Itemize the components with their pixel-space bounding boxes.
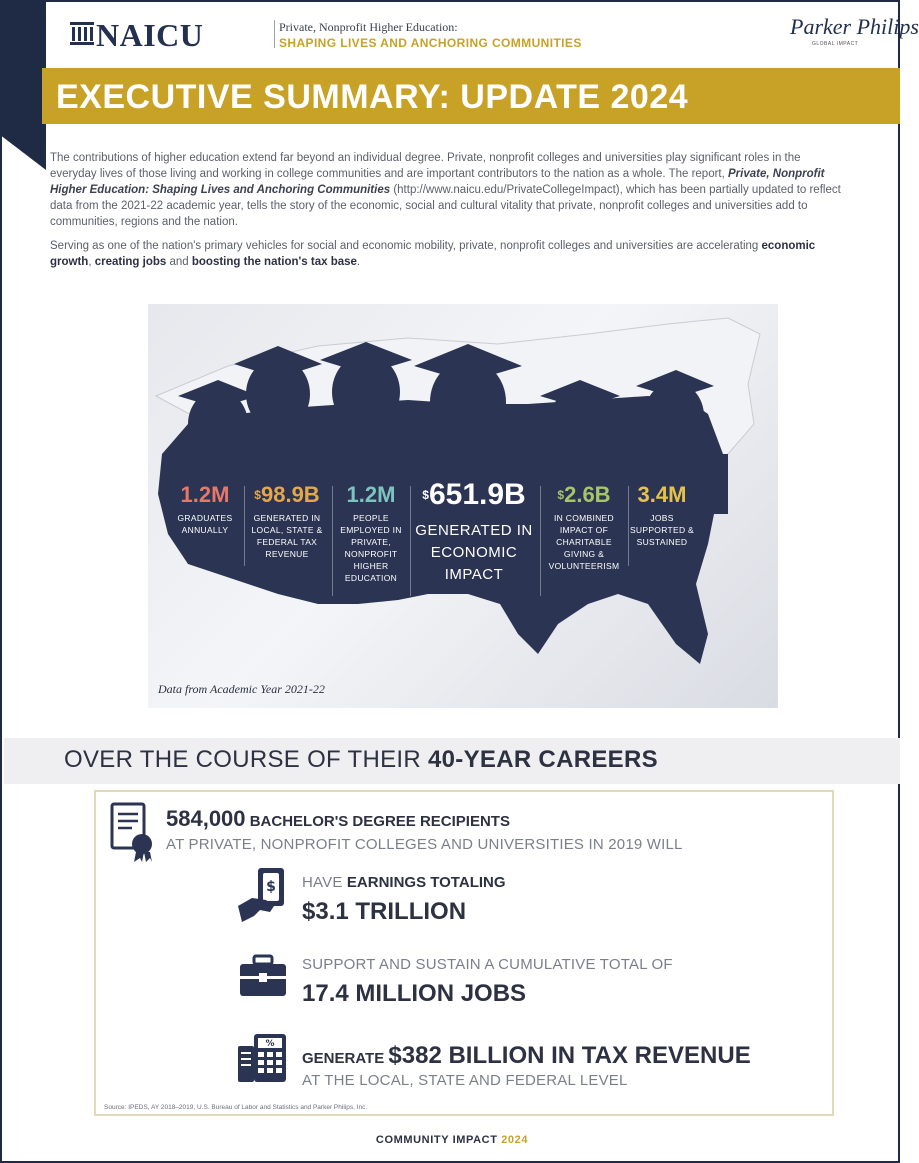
stat-tax-revenue-value [246, 482, 328, 508]
tax-value: $382 BILLION IN TAX REVENUE [388, 1042, 751, 1069]
earnings-line [302, 874, 506, 892]
partner-logo-text: Parker Philips [790, 14, 919, 39]
stat-graduates-number: 1.2M [180, 482, 230, 507]
stat-jobs-label: JOBS SUPPORTED & SUSTAINED [629, 513, 695, 547]
stat-employed-value [334, 482, 408, 508]
lead-subline: AT PRIVATE, NONPROFIT COLLEGES AND UNIVERSITIES IN 2019 WILL [166, 836, 683, 853]
stat-separator [540, 486, 541, 596]
stat-charitable [542, 482, 626, 572]
footer [2, 1134, 902, 1146]
stat-jobs-value [628, 482, 696, 508]
careers-heading-band [4, 738, 900, 784]
header [62, 14, 919, 56]
stat-economic-impact [410, 478, 538, 586]
intro-p2-bold-3: boosting the nation's tax base [191, 256, 357, 268]
report-title: Private, Nonprofit Higher Education: Shaping Lives and Anchoring Communities [50, 168, 825, 196]
partner-logo-subtext: GLOBAL IMPACT [812, 41, 859, 47]
money-hand-icon [236, 866, 292, 926]
stat-jobs [628, 482, 696, 548]
jobs-value: 17.4 MILLION JOBS [302, 980, 527, 1007]
briefcase-icon [238, 952, 288, 1000]
careers-box [94, 790, 834, 1116]
stat-economic-impact-number: 651.9B [428, 478, 526, 511]
footer-year: 2024 [501, 1134, 529, 1146]
stat-graduates-label: GRADUATES ANNUALLY [177, 513, 233, 535]
footer-label: COMMUNITY IMPACT [375, 1134, 498, 1146]
tagline-line-2: SHAPING LIVES AND ANCHORING COMMUNITIES [279, 36, 582, 50]
earnings-value: $3.1 TRILLION [302, 898, 467, 925]
naicu-emblem-icon [70, 20, 94, 46]
svg-text:$: $ [266, 879, 276, 895]
calculator-icon [236, 1032, 288, 1086]
intro-p2-bold-2: creating jobs [94, 256, 167, 268]
svg-text:%: % [265, 1039, 275, 1049]
intro-p2-text-a: Serving as one of the nation's primary vehicles for social and economic mobility, private, nonprofit colleges and universities are accelerating [50, 240, 762, 252]
stat-tax-revenue-number: 98.9B [260, 482, 320, 507]
stat-tax-revenue [246, 482, 328, 560]
page-title: EXECUTIVE SUMMARY: UPDATE 2024 [56, 78, 689, 116]
stat-economic-impact-prefix: $ [422, 488, 429, 502]
intro-paragraph-2 [50, 238, 850, 270]
intro-p2-end: . [356, 256, 361, 268]
navy-corner-band [2, 2, 46, 170]
us-map-infographic [148, 304, 778, 708]
intro-paragraph-1 [50, 150, 850, 230]
stat-tax-revenue-prefix: $ [254, 488, 261, 502]
stat-tax-revenue-label: GENERATED IN LOCAL, STATE & FEDERAL TAX REVENUE [251, 513, 323, 559]
org-logo-text: NAICU [96, 17, 204, 53]
careers-heading [64, 746, 658, 774]
tax-line [302, 1042, 751, 1070]
intro-p2-sep-2: and [166, 256, 192, 268]
earnings-light: HAVE [302, 874, 347, 891]
lead-number: 584,000 [166, 806, 246, 831]
stat-employed-label: PEOPLE EMPLOYED IN PRIVATE, NONPROFIT HIGHER EDUCATION [340, 513, 402, 583]
tax-subline: AT THE LOCAL, STATE AND FEDERAL LEVEL [302, 1072, 628, 1089]
tax-lead: GENERATE [302, 1050, 389, 1067]
tagline-divider [274, 20, 275, 48]
earnings-bold: EARNINGS TOTALING [346, 874, 506, 891]
tagline-line-1: Private, Nonprofit Higher Education: [279, 20, 458, 34]
intro-p2-bold-1: economic growth [50, 240, 816, 268]
intro-p1-text-b: (http://www.naicu.edu/PrivateCollegeImpact), which has been partially updated to reflect data from the 2021-22 academic year, tells the story of the economic, social and cultural vitality that private, nonprofit colleges and universities add to communities, regions and the nation. [50, 184, 841, 228]
lead-line [166, 806, 510, 832]
stat-graduates-value [170, 482, 240, 508]
stat-economic-impact-label: GENERATED IN ECONOMIC IMPACT [415, 522, 533, 583]
intro-p2-sep-1: , [88, 256, 95, 268]
stat-jobs-number: 3.4M [637, 482, 687, 507]
certificate-icon [110, 802, 156, 864]
careers-heading-bold: 40-YEAR CAREERS [428, 746, 658, 773]
stat-charitable-label: IN COMBINED IMPACT OF CHARITABLE GIVING & VOLUNTEERISM [548, 513, 620, 571]
lead-label: BACHELOR'S DEGREE RECIPIENTS [245, 813, 510, 830]
source-note: Source: IPEDS, AY 2018–2019, U.S. Bureau of Labor and Statistics and Parker Philips, Inc. [104, 1104, 368, 1111]
careers-heading-light: OVER THE COURSE OF THEIR [64, 746, 428, 773]
stat-graduates [170, 482, 240, 536]
stat-economic-impact-value [410, 478, 538, 512]
jobs-line: SUPPORT AND SUSTAIN A CUMULATIVE TOTAL OF [302, 956, 673, 973]
intro-p1-text-a: The contributions of higher education extend far beyond an individual degree. Private, nonprofit colleges and universities play significant roles in the everyday lives of those living and working in college communities and are important contributors to the nation as a whole. The report, [50, 152, 801, 180]
stat-charitable-prefix: $ [557, 488, 565, 502]
stat-charitable-value [542, 482, 626, 508]
partner-logo [790, 14, 919, 52]
stat-employed-number: 1.2M [346, 482, 396, 507]
map-caption: Data from Academic Year 2021-22 [158, 682, 325, 696]
title-banner [42, 68, 900, 124]
stat-separator [332, 486, 333, 596]
stat-charitable-number: 2.6B [564, 482, 611, 507]
stat-separator [244, 486, 245, 566]
stat-employed [334, 482, 408, 584]
intro-text [50, 150, 850, 278]
